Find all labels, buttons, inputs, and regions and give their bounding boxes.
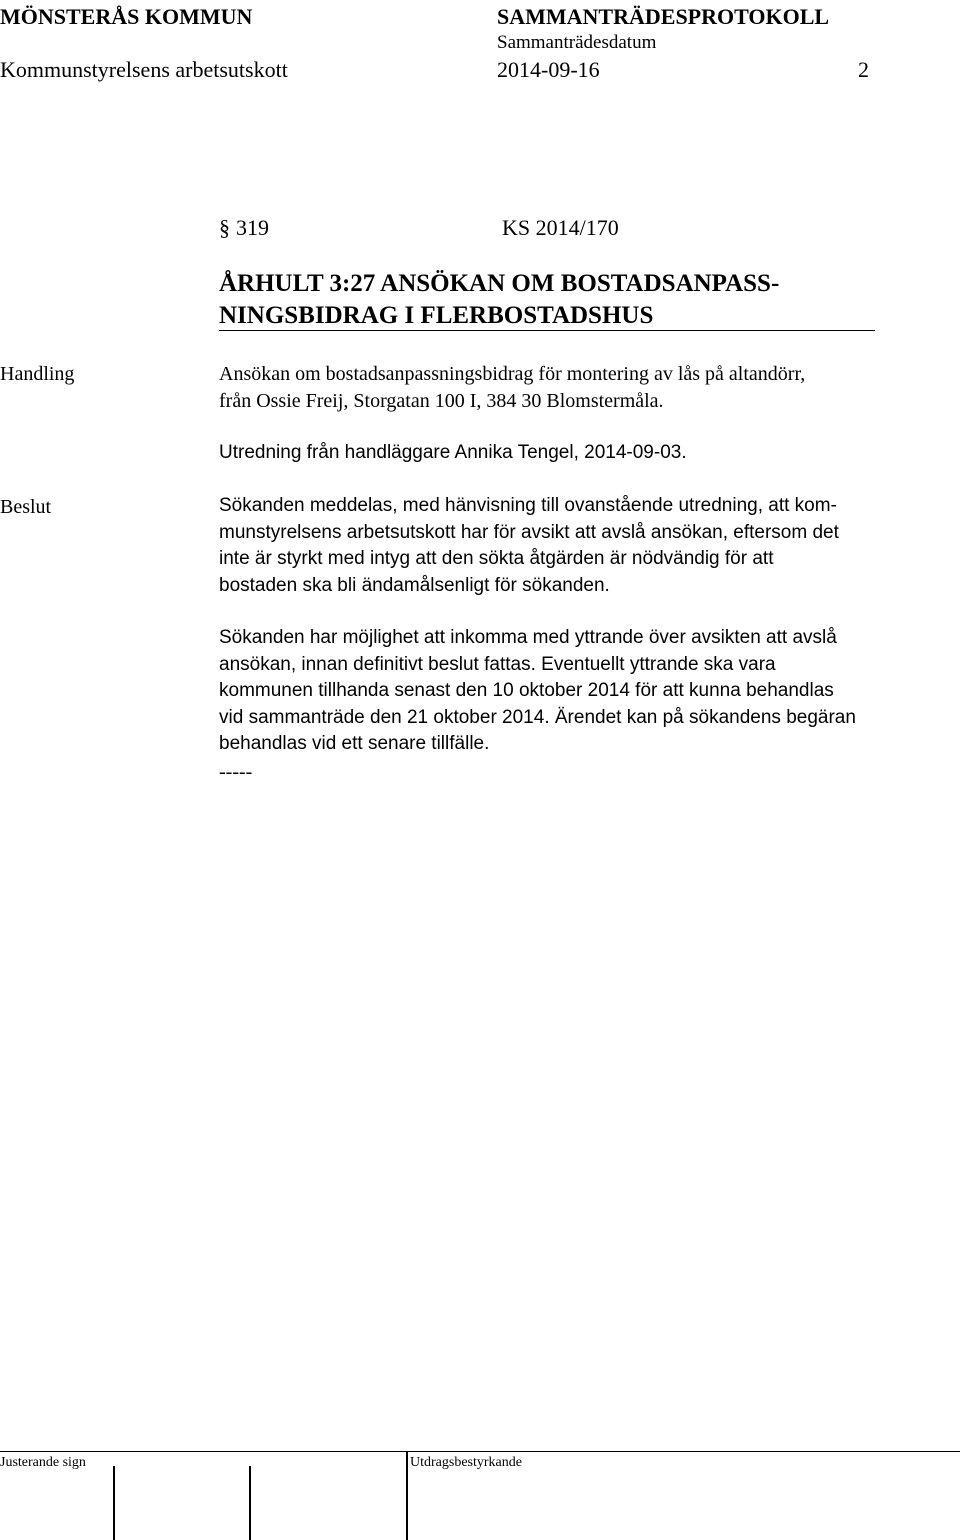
beslut-p1-line-2: munstyrelsens arbetsutskott har för avsikt att avslå ansökan, eftersom det [219, 521, 839, 543]
beslut-p2-line-2: ansökan, innan definitivt beslut fattas. Eventuellt yttrande ska vara [219, 653, 776, 675]
protocol-title: SAMMANTRÄDESPROTOKOLL [497, 4, 830, 29]
investigation-reference: Utredning från handläggare Annika Tengel, 2014-09-03. [219, 442, 687, 463]
signature-divider-2 [249, 1466, 251, 1540]
signature-divider-1 [113, 1466, 115, 1540]
handling-line-1: Ansökan om bostadsanpassningsbidrag för montering av lås på altandörr, [219, 363, 806, 385]
beslut-p2-line-3: kommunen tillhanda senast den 10 oktober 2014 för att kunna behandlas [219, 680, 834, 701]
handling-label: Handling [0, 363, 75, 385]
item-number: 319 [236, 215, 269, 240]
committee-name: Kommunstyrelsens arbetsutskott [0, 57, 288, 82]
justering-label: Justerande sign [0, 1455, 86, 1470]
title-underline [219, 330, 875, 331]
date-label: Sammanträdesdatum [497, 32, 657, 53]
section-sign: § [219, 215, 230, 240]
end-marker: ----- [219, 761, 253, 783]
meeting-date: 2014-09-16 [497, 57, 600, 82]
beslut-label: Beslut [0, 496, 52, 518]
item-title-line-1: ÅRHULT 3:27 ANSÖKAN OM BOSTADSANPASS- [219, 270, 780, 297]
utdrag-label: Utdragsbestyrkande [410, 1455, 522, 1470]
beslut-p1-line-3: inte är styrkt med intyg att den sökta åtgärden är nödvändig för att [219, 548, 774, 569]
beslut-p2-line-1: Sökanden har möjlighet att inkomma med yttrande över avsikten att avslå [219, 627, 837, 648]
beslut-p1-line-4: bostaden ska bli ändamålsenligt för sökanden. [219, 574, 610, 596]
page-number: 2 [858, 57, 869, 82]
signature-divider-3 [406, 1451, 408, 1540]
handling-line-2: från Ossie Freij, Storgatan 100 I, 384 30 Blomstermåla. [219, 390, 664, 412]
municipality-name: MÖNSTERÅS KOMMUN [0, 4, 253, 29]
case-number: KS 2014/170 [502, 215, 619, 240]
item-title-line-2: NINGSBIDRAG I FLERBOSTADSHUS [219, 302, 654, 329]
beslut-p2-line-5: behandlas vid ett senare tillfälle. [219, 733, 490, 754]
beslut-p1-line-1: Sökanden meddelas, med hänvisning till ovanstående utredning, att kom- [219, 495, 837, 516]
footer-rule [0, 1451, 960, 1452]
beslut-p2-line-4: vid sammanträde den 21 oktober 2014. Ärendet kan på sökandens begäran [219, 706, 856, 728]
